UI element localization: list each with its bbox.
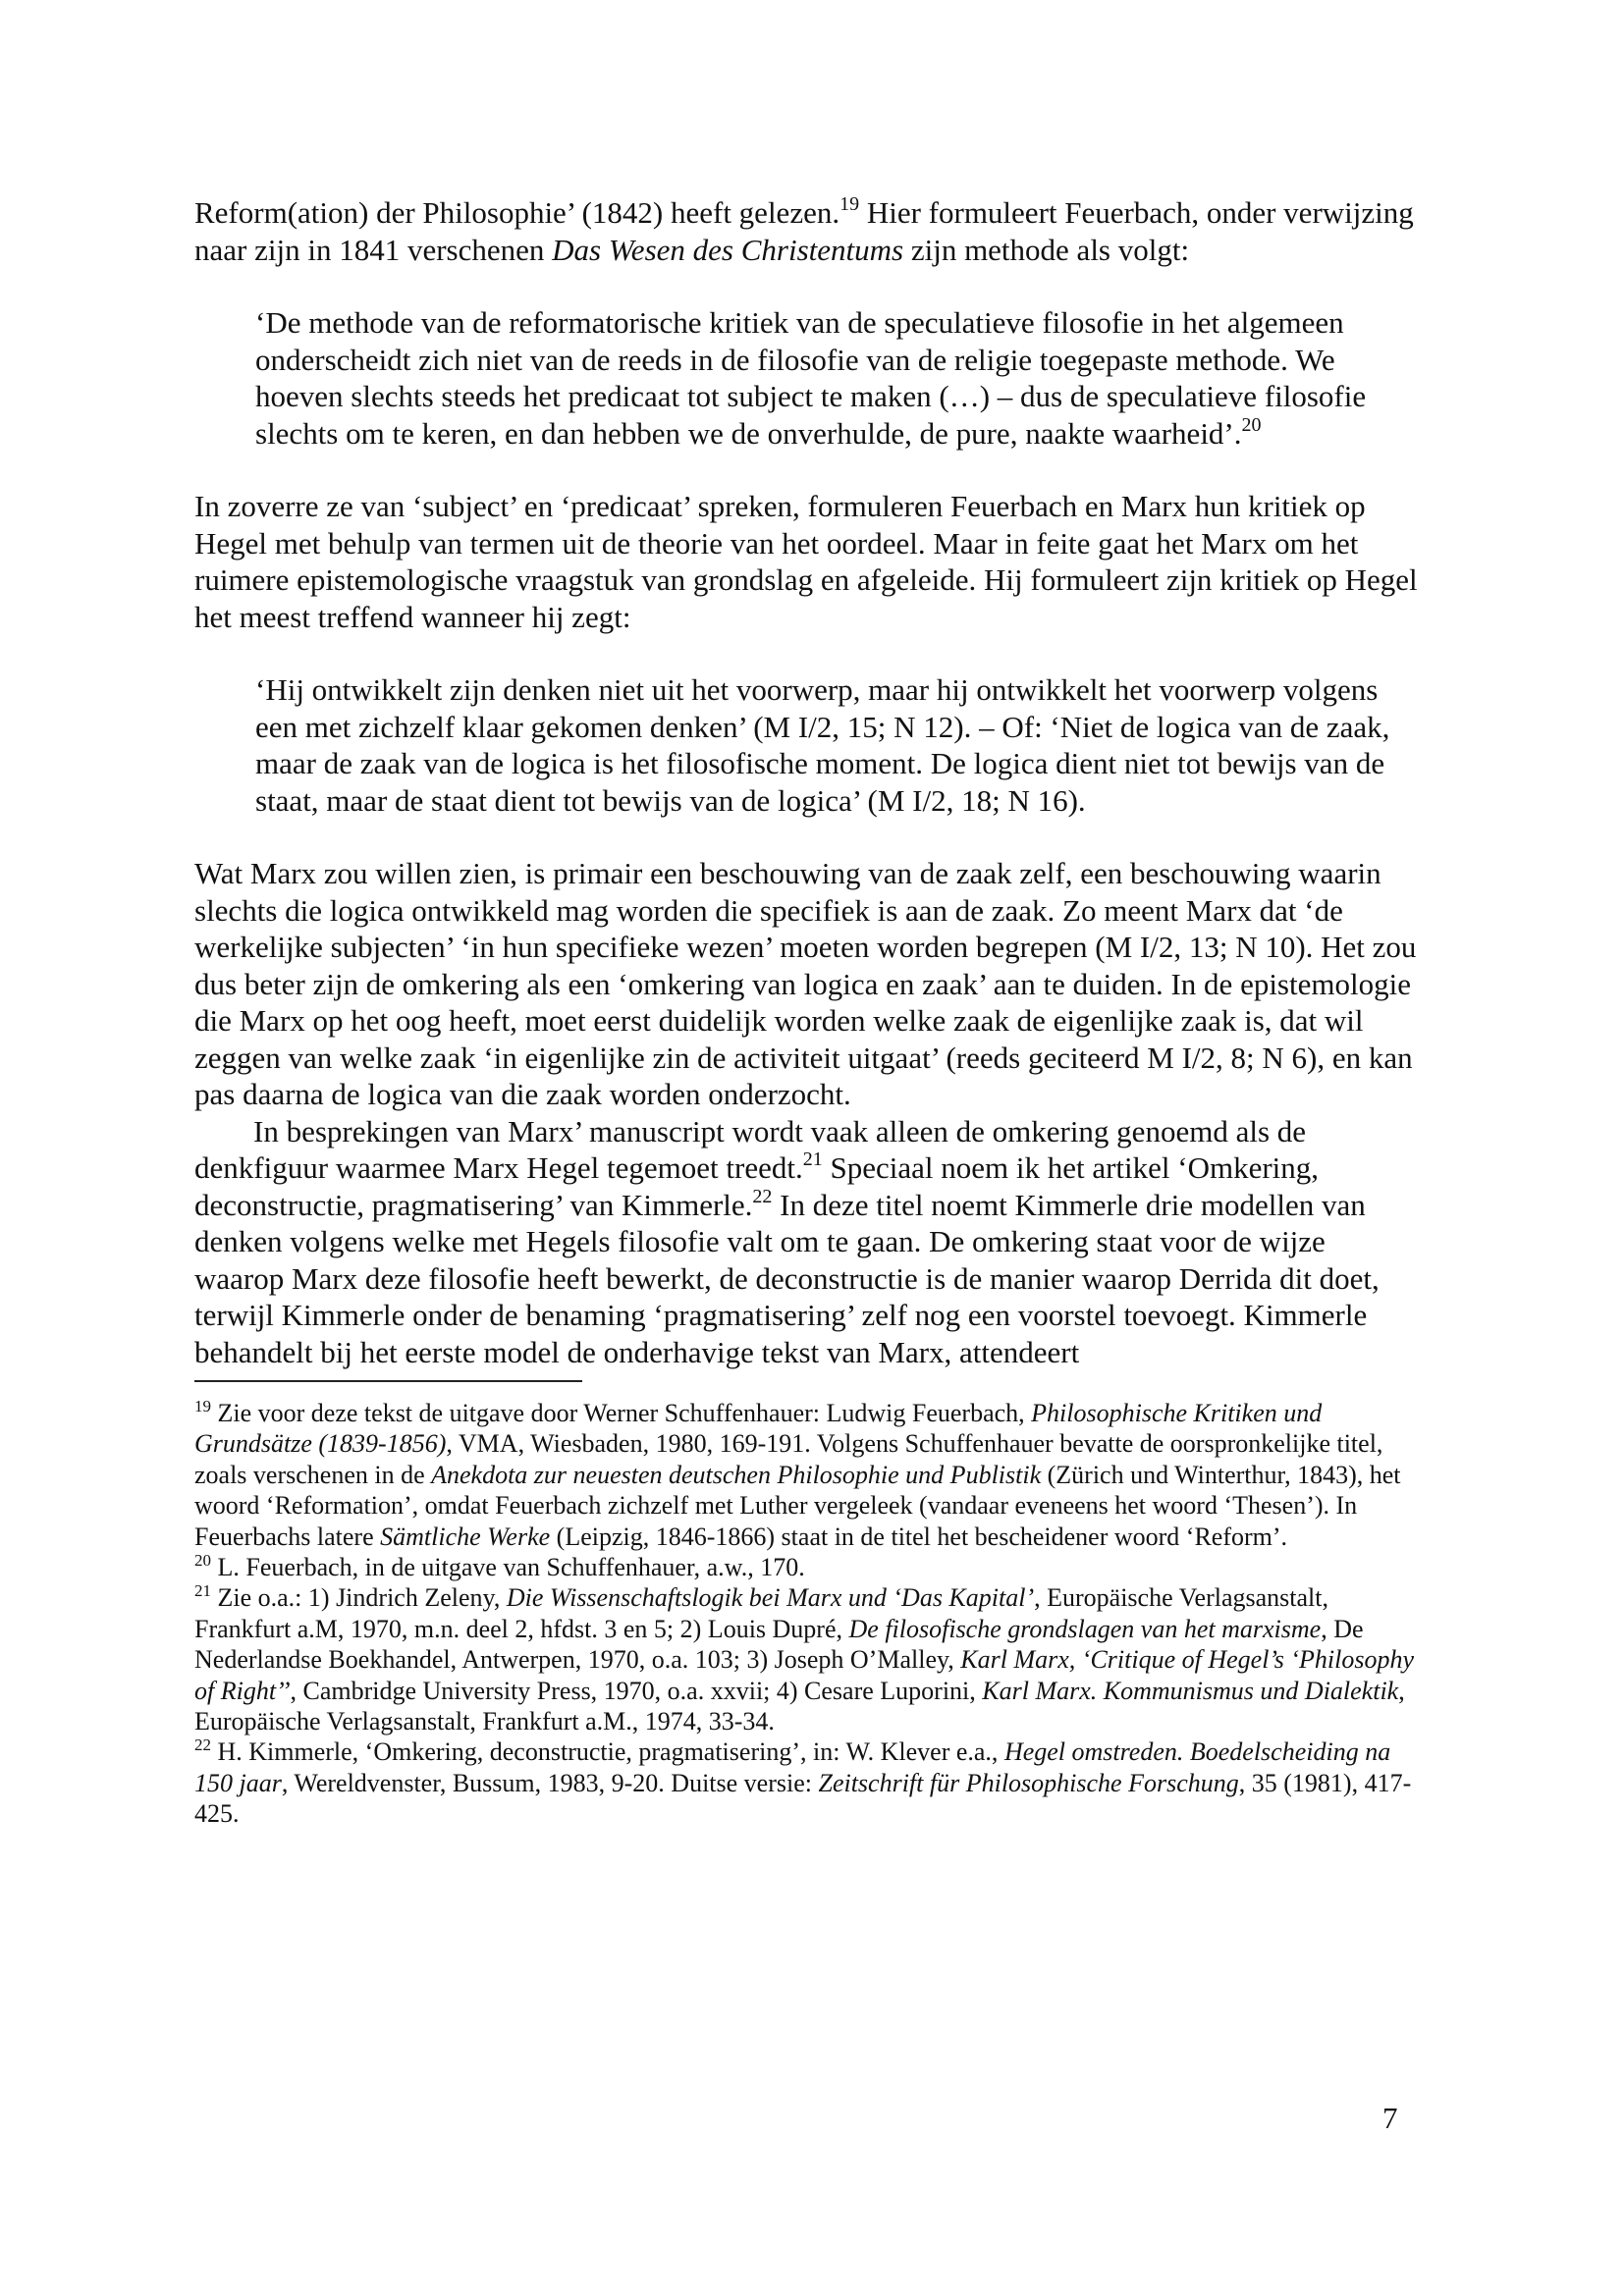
text-run: , Cambridge University Press, 1970, o.a. xxvii; 4) Cesare Luporini, [290,1676,983,1705]
footnote [194,1552,1420,1582]
paragraph [194,1113,1420,1371]
text-run: ‘De methode van de reformatorische kritiek van de speculatieve filosofie in het algemeen onderscheidt zich niet van de reeds in de filosofie van de religie toegepaste methode. We hoeven slechts steeds het predicaat tot subject te maken (…) – dus de speculatieve filosofie slechts om te keren, en dan hebben we de onverhulde, de pure, naakte waarheid’. [255,305,1367,451]
italic-text: Hegel omstreden. Boedelscheiding na 150 jaar [194,1737,1391,1797]
text-run: (Leipzig, 1846-1866) staat in de titel het bescheidener woord ‘Reform’. [550,1522,1288,1551]
footnote-ref: 19 [839,193,860,215]
footnote-ref: 21 [194,1581,211,1601]
text-run: , Europäische Verlagsanstalt, Frankfurt a.M., 1974, 33-34. [194,1676,1405,1736]
text-run: , 35 (1981), 417-425. [194,1768,1412,1829]
italic-text: Die Wissenschaftslogik bei Marx und ‘Das Kapital’ [506,1583,1035,1613]
footnote [194,1582,1420,1736]
text-run: Hier formuleert Feuerbach, onder verwijzing naar zijn in 1841 verschenen [194,195,1414,267]
italic-text: De filosofische grondslagen van het marxisme [848,1614,1322,1643]
footnote [194,1398,1420,1552]
text-run: Reform(ation) der Philosophie’ (1842) heeft gelezen. [194,195,840,230]
text-run: In deze titel noemt Kimmerle drie modellen van denken volgens welke met Hegels filosofie valt om te gaan. De omkering staat voor de wijze waarop Marx deze filosofie heeft bewerkt, de deconstructie is de manier waarop Derrida dit doet, terwijl Kimmerle onder de benaming ‘pragmatisering’ zelf nog een voorstel toevoegt. Kimmerle behandelt bij het eerste model de onderhavige tekst van Marx, attendeert [194,1187,1380,1369]
text-run: , De Nederlandse Boekhandel, Antwerpen, 1970, o.a. 103; 3) Joseph O’Malley, [194,1614,1364,1675]
block-quote [255,671,1420,819]
footnote-ref: 20 [194,1551,211,1571]
paragraph [194,194,1420,268]
page-number: 7 [1382,2101,1398,2135]
italic-text: Sämtliche Werke [380,1522,551,1551]
footnote-separator [194,1380,582,1382]
footnote-ref: 22 [194,1735,211,1755]
paragraph [194,488,1420,635]
footnotes [194,1398,1420,1830]
text-run: Speciaal noem ik het artikel ‘Omkering, deconstructie, pragmatisering’ van Kimmerle. [194,1150,1320,1222]
footnote [194,1736,1420,1829]
paragraph [194,855,1420,1113]
italic-text: Philosophische Kritiken und Grundsätze (1839-1856) [194,1399,1323,1459]
italic-text: Das Wesen des Christentums [552,232,904,267]
body-text [194,194,1420,1370]
text-run: , Europäische Verlagsanstalt, Frankfurt a.M, 1970, m.n. deel 2, hfdst. 3 en 5; 2) Louis Dupré, [194,1583,1328,1643]
footnote-ref: 20 [1241,413,1262,436]
text-run: Zie voor deze tekst de uitgave door Werner Schuffenhauer: Ludwig Feuerbach, [211,1399,1032,1427]
text-run: In zoverre ze van ‘subject’ en ‘predicaat’ spreken, formuleren Feuerbach en Marx hun kritiek op Hegel met behulp van termen uit de theorie van het oordeel. Maar in feite gaat het Marx om het ruimere epistemologische vraagstuk van grondslag en afgeleide. Hij formuleert zijn kritiek op Hegel het meest treffend wanneer hij zegt: [194,489,1418,634]
text-run: L. Feuerbach, in de uitgave van Schuffenhauer, a.w., 170. [211,1553,805,1582]
text-run: , Wereldvenster, Bussum, 1983, 9-20. Duitse versie: [281,1768,819,1797]
italic-text: Anekdota zur neuesten deutschen Philosophie und Publistik [431,1460,1042,1489]
text-run: (Zürich und Winterthur, 1843), het woord ‘Reformation’, omdat Feuerbach zichzelf met Luther vergeleek (vandaar eveneens het woord ‘Thesen’). In Feuerbachs latere [194,1460,1401,1551]
italic-text: Karl Marx. Kommunismus und Dialektik [982,1676,1399,1705]
page-content [194,194,1420,1830]
italic-text: Karl Marx, ‘Critique of Hegel’s ‘Philosophy of Right’’ [194,1645,1414,1705]
text-run: In besprekingen van Marx’ manuscript wordt vaak alleen de omkering genoemd als de denkfiguur waarmee Marx Hegel tegemoet treedt. [194,1113,1307,1185]
footnote-ref: 21 [802,1148,823,1170]
block-quote [255,304,1420,452]
text-run: H. Kimmerle, ‘Omkering, deconstructie, pragmatisering’, in: W. Klever e.a., [211,1737,1004,1767]
text-run: , VMA, Wiesbaden, 1980, 169-191. Volgens Schuffenhauer bevatte de oorspronkelijke titel, zoals verschenen in de [194,1429,1383,1489]
text-run: Zie o.a.: 1) Jindrich Zeleny, [211,1583,507,1613]
italic-text: Zeitschrift für Philosophische Forschung [818,1768,1239,1797]
text-run: zijn methode als volgt: [903,232,1190,267]
footnote-ref: 22 [752,1185,773,1207]
text-run: Wat Marx zou willen zien, is primair een beschouwing van de zaak zelf, een beschouwing waarin slechts die logica ontwikkeld mag worden die specifiek is aan de zaak. Zo meent Marx dat ‘de werkelijke subjecten’ ‘in hun specifieke wezen’ moeten worden begrepen (M I/2, 13; N 10). Het zou dus beter zijn de omkering als een ‘omkering van logica en zaak’ aan te duiden. In de epistemologie die Marx op het oog heeft, moet eerst duidelijk worden welke zaak de eigenlijke zaak is, dat wil zeggen van welke zaak ‘in eigenlijke zin de activiteit uitgaat’ (reeds geciteerd M I/2, 8; N 6), en kan pas daarna de logica van die zaak worden onderzocht. [194,856,1417,1111]
text-run: ‘Hij ontwikkelt zijn denken niet uit het voorwerp, maar hij ontwikkelt het voorwerp volgens een met zichzelf klaar gekomen denken’ (M I/2, 15; N 12). – Of: ‘Niet de logica van de zaak, maar de zaak van de logica is het filosofische moment. De logica dient niet tot bewijs van de staat, maar de staat dient tot bewijs van de logica’ (M I/2, 18; N 16). [255,672,1390,818]
footnote-ref: 19 [194,1397,211,1415]
